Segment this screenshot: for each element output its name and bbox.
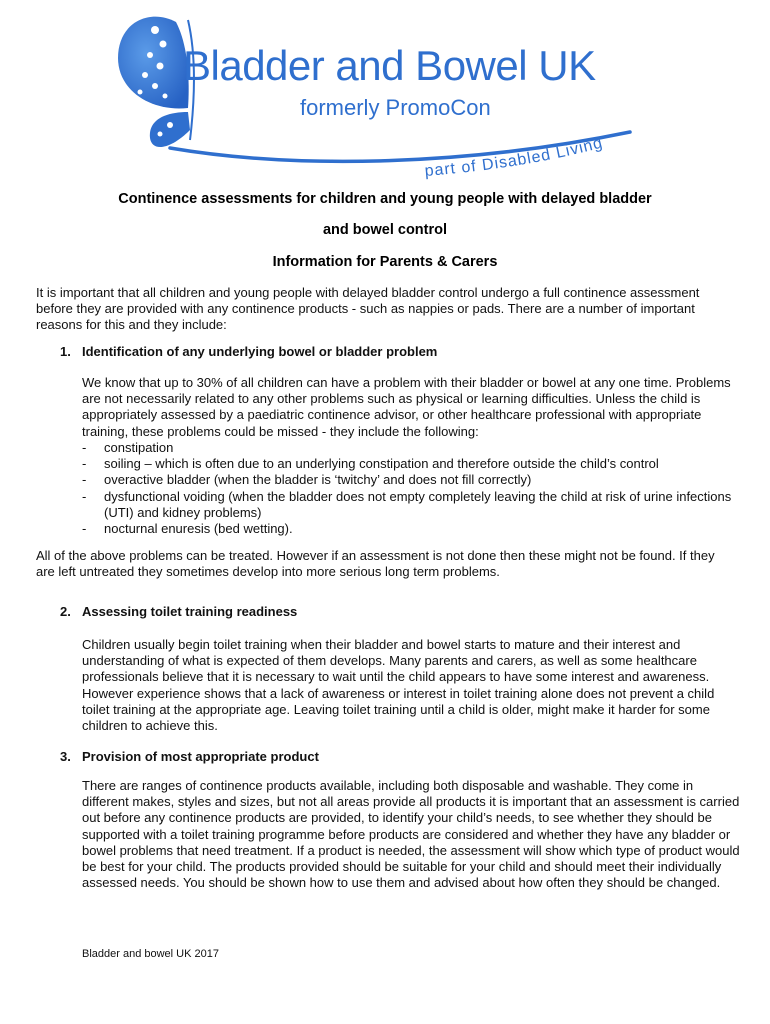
problem-list bbox=[82, 440, 742, 537]
section-3-heading bbox=[60, 749, 319, 764]
section-1-heading bbox=[60, 344, 437, 359]
tagline: part of Disabled Living bbox=[424, 134, 605, 180]
document-title-line2: and bowel control bbox=[322, 222, 448, 238]
section-number: 1. bbox=[60, 344, 71, 359]
section-heading-text: Identification of any underlying bowel or bladder problem bbox=[82, 344, 438, 359]
list-item: - constipation bbox=[82, 440, 174, 455]
section-3-body: There are ranges of continence products available, including both disposable and washable. They come in different makes, styles and sizes, but not all areas provide all products it is important that an assessment is carried out before any continence products are provided, to identify your child’s needs, to see whether they should be supported with a toilet training programme before products are considered and whether they have any bladder or bowel problems that need treatment. If a product is needed, the assessment will show which type of product would be best for your child. The products provided should be suitable for your child and should meet their individually assessed needs. You should be shown how to use them and advised about how often they should be changed. bbox=[82, 778, 740, 891]
page-footer: Bladder and bowel UK 2017 bbox=[82, 948, 219, 960]
section-heading-text: Assessing toilet training readiness bbox=[82, 604, 298, 619]
brand-title: Bladder and Bowel UK bbox=[183, 42, 596, 89]
section-number: 2. bbox=[60, 604, 71, 619]
section-1-body: We know that up to 30% of all children can have a problem with their bladder or bowel at any one time. Problems are not necessarily related to any other problems such as physical or learning difficulties. Unless the child is appropriately assessed by a paediatric continence advisor, or other healthcare professional with appropriate training, these problems could be missed - they include the following: bbox=[82, 375, 731, 439]
section-2-body: Children usually begin toilet training when their bladder and bowel starts to mature and their interest and understanding of what is expected of them develops. Many parents and carers, as well as some healthcare professionals believe that it is necessary to wait until the child appears to have some interest and awareness. However experience shows that a lack of awareness or interest in toilet training alone does not prevent a child toilet training at the appropriate age. Leaving toilet training until a child is older, might make it harder for some children to achieve this. bbox=[82, 637, 715, 734]
section-heading-text: Provision of most appropriate product bbox=[82, 749, 319, 764]
section-number: 3. bbox=[60, 749, 71, 764]
header-logo bbox=[0, 0, 770, 185]
list-item: - dysfunctional voiding (when the bladder does not empty completely leaving the child at risk of urine infections (UTI) and kidney problems) bbox=[82, 488, 732, 520]
document-title-line1: Continence assessments for children and young people with delayed bladder bbox=[118, 191, 652, 207]
summary-paragraph: All of the above problems can be treated. However if an assessment is not done then these might not be found. If they are left untreated they sometimes develop into more serious long term problems. bbox=[36, 548, 715, 580]
intro-paragraph: It is important that all children and young people with delayed bladder control undergo a full continence assessment before they are provided with any continence products - such as nappies or pads. There are a number of important reasons for this and they include: bbox=[36, 285, 700, 333]
document-subtitle: Information for Parents & Carers bbox=[272, 254, 498, 270]
section-2-heading bbox=[60, 604, 297, 619]
butterfly-icon bbox=[0, 0, 770, 185]
list-item: - soiling – which is often due to an underlying constipation and therefore outside the child’s control bbox=[82, 456, 659, 472]
brand-subtitle: formerly PromoCon bbox=[300, 95, 491, 120]
list-item: - nocturnal enuresis (bed wetting). bbox=[82, 521, 293, 537]
list-item: - overactive bladder (when the bladder is ‘twitchy’ and does not fill correctly) bbox=[82, 472, 532, 488]
